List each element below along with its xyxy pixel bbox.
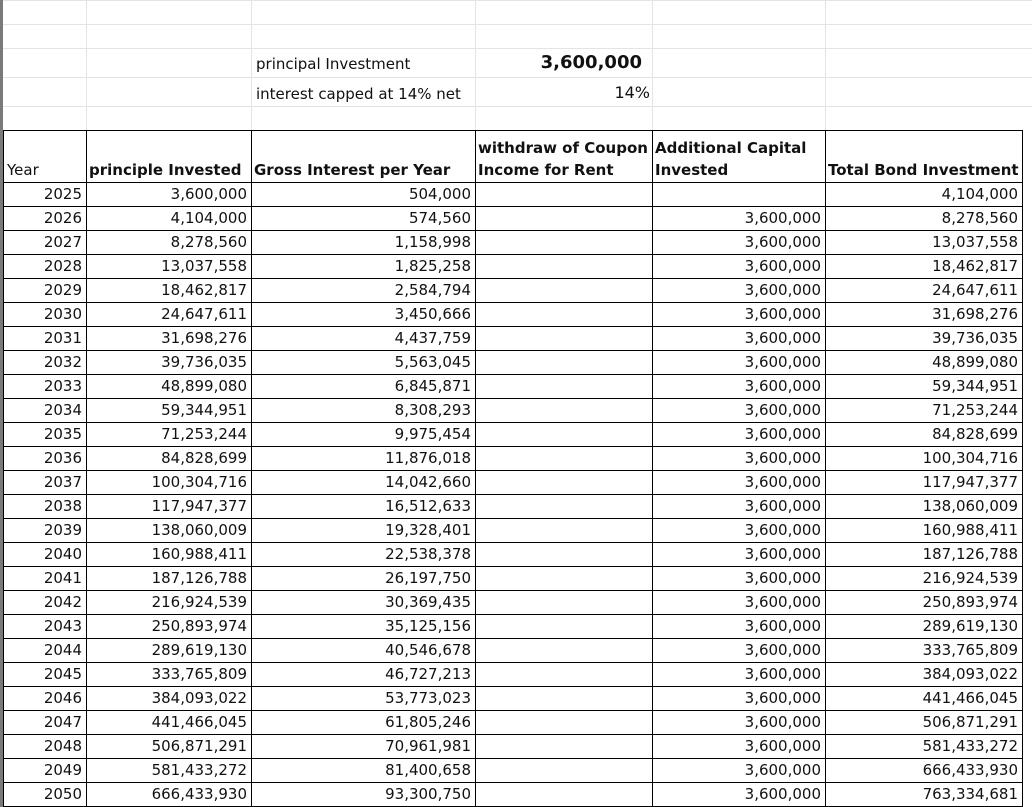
principle-invested-cell[interactable]: 8,278,560: [87, 231, 252, 255]
year-cell[interactable]: 2046: [4, 687, 87, 711]
total-bond-cell[interactable]: 13,037,558: [826, 231, 1023, 255]
withdraw-cell[interactable]: [476, 711, 653, 735]
additional-capital-cell[interactable]: 3,600,000: [653, 591, 826, 615]
gross-interest-cell[interactable]: 93,300,750: [252, 783, 476, 807]
year-cell[interactable]: 2047: [4, 711, 87, 735]
withdraw-cell[interactable]: [476, 639, 653, 663]
total-bond-cell[interactable]: 18,462,817: [826, 255, 1023, 279]
principle-invested-cell[interactable]: 666,433,930: [87, 783, 252, 807]
table-row: [4, 255, 1023, 279]
gross-interest-cell[interactable]: 8,308,293: [252, 399, 476, 423]
interest-cap-label[interactable]: interest capped at 14% net: [256, 85, 461, 103]
year-cell[interactable]: 2035: [4, 423, 87, 447]
year-cell[interactable]: 2038: [4, 495, 87, 519]
withdraw-cell[interactable]: [476, 423, 653, 447]
year-cell[interactable]: 2028: [4, 255, 87, 279]
additional-capital-cell[interactable]: 3,600,000: [653, 447, 826, 471]
table-row: [4, 495, 1023, 519]
year-cell[interactable]: 2032: [4, 351, 87, 375]
gross-interest-cell[interactable]: 6,845,871: [252, 375, 476, 399]
total-bond-cell[interactable]: 581,433,272: [826, 735, 1023, 759]
total-bond-cell[interactable]: 289,619,130: [826, 615, 1023, 639]
additional-capital-cell[interactable]: 3,600,000: [653, 351, 826, 375]
total-bond-cell[interactable]: 24,647,611: [826, 279, 1023, 303]
year-cell[interactable]: 2031: [4, 327, 87, 351]
year-cell[interactable]: 2042: [4, 591, 87, 615]
table-row: [4, 279, 1023, 303]
total-bond-cell[interactable]: 4,104,000: [826, 183, 1023, 207]
withdraw-cell[interactable]: [476, 375, 653, 399]
principle-invested-cell[interactable]: 4,104,000: [87, 207, 252, 231]
total-bond-cell[interactable]: 441,466,045: [826, 687, 1023, 711]
withdraw-cell[interactable]: [476, 399, 653, 423]
additional-capital-cell[interactable]: 3,600,000: [653, 735, 826, 759]
withdraw-cell[interactable]: [476, 327, 653, 351]
table-row: [4, 423, 1023, 447]
additional-capital-cell[interactable]: 3,600,000: [653, 519, 826, 543]
gross-interest-cell[interactable]: 1,158,998: [252, 231, 476, 255]
withdraw-cell[interactable]: [476, 519, 653, 543]
additional-capital-cell[interactable]: 3,600,000: [653, 663, 826, 687]
additional-capital-cell[interactable]: 3,600,000: [653, 471, 826, 495]
additional-capital-cell[interactable]: 3,600,000: [653, 615, 826, 639]
year-cell[interactable]: 2041: [4, 567, 87, 591]
principle-invested-cell[interactable]: 187,126,788: [87, 567, 252, 591]
year-cell[interactable]: 2025: [4, 183, 87, 207]
year-cell[interactable]: 2045: [4, 663, 87, 687]
additional-capital-cell[interactable]: 3,600,000: [653, 543, 826, 567]
interest-cap-value[interactable]: 14%: [614, 83, 650, 102]
principle-invested-cell[interactable]: 216,924,539: [87, 591, 252, 615]
withdraw-cell[interactable]: [476, 783, 653, 807]
gross-interest-cell[interactable]: 19,328,401: [252, 519, 476, 543]
withdraw-cell[interactable]: [476, 303, 653, 327]
gross-interest-cell[interactable]: 3,450,666: [252, 303, 476, 327]
withdraw-cell[interactable]: [476, 663, 653, 687]
table-row: [4, 399, 1023, 423]
header-gross-interest[interactable]: Gross Interest per Year: [252, 131, 476, 183]
withdraw-cell[interactable]: [476, 447, 653, 471]
table-row: [4, 303, 1023, 327]
principle-invested-cell[interactable]: 100,304,716: [87, 471, 252, 495]
withdraw-cell[interactable]: [476, 759, 653, 783]
principal-investment-label[interactable]: principal Investment: [256, 55, 411, 73]
gross-interest-cell[interactable]: 61,805,246: [252, 711, 476, 735]
principle-invested-cell[interactable]: 3,600,000: [87, 183, 252, 207]
grid-line: [0, 106, 1032, 107]
additional-capital-cell[interactable]: 3,600,000: [653, 783, 826, 807]
year-cell[interactable]: 2034: [4, 399, 87, 423]
gross-interest-cell[interactable]: 14,042,660: [252, 471, 476, 495]
withdraw-cell[interactable]: [476, 351, 653, 375]
withdraw-cell[interactable]: [476, 591, 653, 615]
additional-capital-cell[interactable]: 3,600,000: [653, 399, 826, 423]
gross-interest-cell[interactable]: 574,560: [252, 207, 476, 231]
gross-interest-cell[interactable]: 53,773,023: [252, 687, 476, 711]
principle-invested-cell[interactable]: 31,698,276: [87, 327, 252, 351]
total-bond-cell[interactable]: 506,871,291: [826, 711, 1023, 735]
grid-line: [825, 0, 826, 130]
total-bond-cell[interactable]: 8,278,560: [826, 207, 1023, 231]
total-bond-cell[interactable]: 71,253,244: [826, 399, 1023, 423]
year-cell[interactable]: 2037: [4, 471, 87, 495]
total-bond-cell[interactable]: 384,093,022: [826, 663, 1023, 687]
withdraw-cell[interactable]: [476, 687, 653, 711]
principle-invested-cell[interactable]: 506,871,291: [87, 735, 252, 759]
additional-capital-cell[interactable]: 3,600,000: [653, 327, 826, 351]
table-row: [4, 183, 1023, 207]
table-row: [4, 687, 1023, 711]
total-bond-cell[interactable]: 59,344,951: [826, 375, 1023, 399]
withdraw-cell[interactable]: [476, 567, 653, 591]
principle-invested-cell[interactable]: 13,037,558: [87, 255, 252, 279]
grid-line: [0, 48, 1032, 49]
table-row: [4, 519, 1023, 543]
year-cell[interactable]: 2027: [4, 231, 87, 255]
year-cell[interactable]: 2048: [4, 735, 87, 759]
gross-interest-cell[interactable]: 504,000: [252, 183, 476, 207]
gross-interest-cell[interactable]: 30,369,435: [252, 591, 476, 615]
bond-investment-table: [3, 130, 1023, 807]
year-cell[interactable]: 2036: [4, 447, 87, 471]
additional-capital-cell[interactable]: 3,600,000: [653, 423, 826, 447]
principle-invested-cell[interactable]: 117,947,377: [87, 495, 252, 519]
year-cell[interactable]: 2043: [4, 615, 87, 639]
table-row: [4, 567, 1023, 591]
principle-invested-cell[interactable]: 59,344,951: [87, 399, 252, 423]
principle-invested-cell[interactable]: 48,899,080: [87, 375, 252, 399]
year-cell[interactable]: 2039: [4, 519, 87, 543]
gross-interest-cell[interactable]: 22,538,378: [252, 543, 476, 567]
principle-invested-cell[interactable]: 333,765,809: [87, 663, 252, 687]
additional-capital-cell[interactable]: 3,600,000: [653, 495, 826, 519]
table-row: [4, 447, 1023, 471]
table-row: [4, 783, 1023, 807]
principal-investment-value[interactable]: 3,600,000: [540, 52, 642, 73]
gross-interest-cell[interactable]: 35,125,156: [252, 615, 476, 639]
grid-line: [86, 0, 87, 130]
grid-line: [0, 0, 1032, 1]
gross-interest-cell[interactable]: 11,876,018: [252, 447, 476, 471]
table-row: [4, 663, 1023, 687]
withdraw-cell[interactable]: [476, 279, 653, 303]
table-row: [4, 327, 1023, 351]
principle-invested-cell[interactable]: 581,433,272: [87, 759, 252, 783]
grid-line: [251, 0, 252, 130]
gross-interest-cell[interactable]: 9,975,454: [252, 423, 476, 447]
total-bond-cell[interactable]: 666,433,930: [826, 759, 1023, 783]
gross-interest-cell[interactable]: 5,563,045: [252, 351, 476, 375]
table-row: [4, 207, 1023, 231]
gross-interest-cell[interactable]: 46,727,213: [252, 663, 476, 687]
header-total-bond[interactable]: Total Bond Investment: [826, 131, 1023, 183]
table-row: [4, 639, 1023, 663]
total-bond-cell[interactable]: 117,947,377: [826, 471, 1023, 495]
additional-capital-cell[interactable]: 3,600,000: [653, 207, 826, 231]
total-bond-cell[interactable]: 100,304,716: [826, 447, 1023, 471]
year-cell[interactable]: 2049: [4, 759, 87, 783]
header-principle-invested[interactable]: principle Invested: [87, 131, 252, 183]
withdraw-cell[interactable]: [476, 543, 653, 567]
table-row: [4, 615, 1023, 639]
additional-capital-cell[interactable]: 3,600,000: [653, 303, 826, 327]
withdraw-cell[interactable]: [476, 231, 653, 255]
gross-interest-cell[interactable]: 16,512,633: [252, 495, 476, 519]
additional-capital-cell[interactable]: 3,600,000: [653, 231, 826, 255]
table-row: [4, 351, 1023, 375]
principle-invested-cell[interactable]: 441,466,045: [87, 711, 252, 735]
principle-invested-cell[interactable]: 18,462,817: [87, 279, 252, 303]
total-bond-cell[interactable]: 187,126,788: [826, 543, 1023, 567]
total-bond-cell[interactable]: 333,765,809: [826, 639, 1023, 663]
total-bond-cell[interactable]: 216,924,539: [826, 567, 1023, 591]
gross-interest-cell[interactable]: 70,961,981: [252, 735, 476, 759]
additional-capital-cell[interactable]: [653, 183, 826, 207]
gross-interest-cell[interactable]: 40,546,678: [252, 639, 476, 663]
principle-invested-cell[interactable]: 160,988,411: [87, 543, 252, 567]
table-row: [4, 735, 1023, 759]
year-cell[interactable]: 2030: [4, 303, 87, 327]
grid-line: [652, 0, 653, 130]
table-header-row: [4, 131, 1023, 183]
withdraw-cell[interactable]: [476, 495, 653, 519]
gross-interest-cell[interactable]: 2,584,794: [252, 279, 476, 303]
withdraw-cell[interactable]: [476, 735, 653, 759]
header-withdraw-coupon[interactable]: withdraw of Coupon Income for Rent: [476, 131, 653, 183]
additional-capital-cell[interactable]: 3,600,000: [653, 711, 826, 735]
table-row: [4, 231, 1023, 255]
grid-line: [475, 0, 476, 130]
year-cell[interactable]: 2026: [4, 207, 87, 231]
year-cell[interactable]: 2029: [4, 279, 87, 303]
additional-capital-cell[interactable]: 3,600,000: [653, 687, 826, 711]
total-bond-cell[interactable]: 763,334,681: [826, 783, 1023, 807]
principle-invested-cell[interactable]: 250,893,974: [87, 615, 252, 639]
additional-capital-cell[interactable]: 3,600,000: [653, 639, 826, 663]
total-bond-cell[interactable]: 48,899,080: [826, 351, 1023, 375]
principle-invested-cell[interactable]: 84,828,699: [87, 447, 252, 471]
table-row: [4, 711, 1023, 735]
gross-interest-cell[interactable]: 4,437,759: [252, 327, 476, 351]
withdraw-cell[interactable]: [476, 615, 653, 639]
principle-invested-cell[interactable]: 71,253,244: [87, 423, 252, 447]
total-bond-cell[interactable]: 138,060,009: [826, 495, 1023, 519]
principle-invested-cell[interactable]: 289,619,130: [87, 639, 252, 663]
additional-capital-cell[interactable]: 3,600,000: [653, 759, 826, 783]
table-row: [4, 375, 1023, 399]
gross-interest-cell[interactable]: 1,825,258: [252, 255, 476, 279]
year-cell[interactable]: 2050: [4, 783, 87, 807]
withdraw-cell[interactable]: [476, 207, 653, 231]
grid-line: [0, 24, 1032, 25]
total-bond-cell[interactable]: 160,988,411: [826, 519, 1023, 543]
table-row: [4, 591, 1023, 615]
gross-interest-cell[interactable]: 81,400,658: [252, 759, 476, 783]
year-cell[interactable]: 2044: [4, 639, 87, 663]
header-additional-capital[interactable]: Additional Capital Invested: [653, 131, 826, 183]
withdraw-cell[interactable]: [476, 471, 653, 495]
withdraw-cell[interactable]: [476, 183, 653, 207]
withdraw-cell[interactable]: [476, 255, 653, 279]
table-body: [4, 183, 1023, 807]
table-row: [4, 471, 1023, 495]
year-cell[interactable]: 2040: [4, 543, 87, 567]
header-year[interactable]: Year: [4, 131, 87, 183]
additional-capital-cell[interactable]: 3,600,000: [653, 255, 826, 279]
total-bond-cell[interactable]: 84,828,699: [826, 423, 1023, 447]
total-bond-cell[interactable]: 250,893,974: [826, 591, 1023, 615]
gross-interest-cell[interactable]: 26,197,750: [252, 567, 476, 591]
table-row: [4, 759, 1023, 783]
total-bond-cell[interactable]: 39,736,035: [826, 327, 1023, 351]
additional-capital-cell[interactable]: 3,600,000: [653, 375, 826, 399]
additional-capital-cell[interactable]: 3,600,000: [653, 567, 826, 591]
total-bond-cell[interactable]: 31,698,276: [826, 303, 1023, 327]
grid-line: [0, 77, 1032, 78]
principle-invested-cell[interactable]: 39,736,035: [87, 351, 252, 375]
additional-capital-cell[interactable]: 3,600,000: [653, 279, 826, 303]
year-cell[interactable]: 2033: [4, 375, 87, 399]
principle-invested-cell[interactable]: 24,647,611: [87, 303, 252, 327]
table-row: [4, 543, 1023, 567]
principle-invested-cell[interactable]: 138,060,009: [87, 519, 252, 543]
principle-invested-cell[interactable]: 384,093,022: [87, 687, 252, 711]
